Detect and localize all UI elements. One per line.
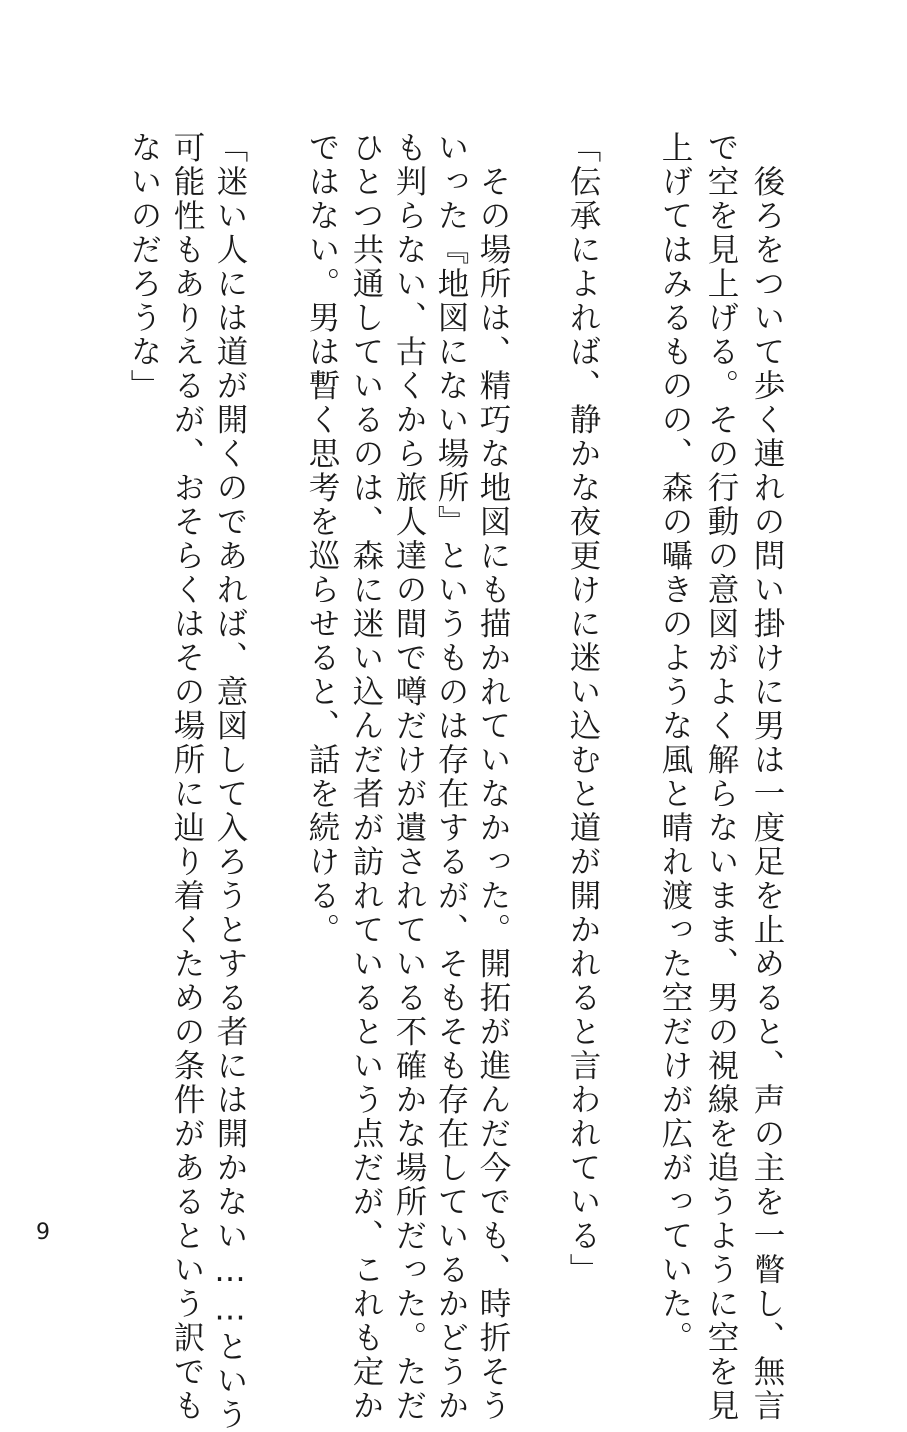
text-line: ではない。男は暫く思考を巡らせると、話を続ける。	[304, 131, 340, 947]
text-line: 後ろをついて歩く連れの問い掛けに男は一度足を止めると、声の主を一瞥し、無言	[749, 131, 785, 1423]
text-line: 可能性もありえるが、おそらくはその場所に辿り着くための条件があるという訳でも	[169, 131, 205, 1423]
text-line: 「伝承によれば、静かな夜更けに迷い込むと道が開かれると言われている」	[565, 131, 601, 1287]
text-line: 上げてはみるものの、森の囁きのような風と晴れ渡った空だけが広がっていた。	[657, 131, 693, 1355]
text-line: いった『地図にない場所』というものは存在するが、そもそも存在しているかどうか	[433, 131, 469, 1423]
text-line: ひとつ共通しているのは、森に迷い込んだ者が訪れているという点だが、これも定か	[348, 131, 384, 1423]
text-line: も判らない、古くから旅人達の間で噂だけが遺されている不確かな場所だった。ただ	[391, 131, 427, 1423]
text-line: で空を見上げる。その行動の意図がよく解らないまま、男の視線を追うように空を見	[703, 131, 739, 1423]
text-line: その場所は、精巧な地図にも描かれていなかった。開拓が進んだ今でも、時折そう	[475, 131, 511, 1423]
page-number: 9	[36, 1220, 50, 1245]
text-line: 「迷い人には道が開くのであれば、意図して入ろうとする者には開かない……という	[212, 131, 248, 1432]
text-line: ないのだろうな」	[126, 131, 162, 403]
